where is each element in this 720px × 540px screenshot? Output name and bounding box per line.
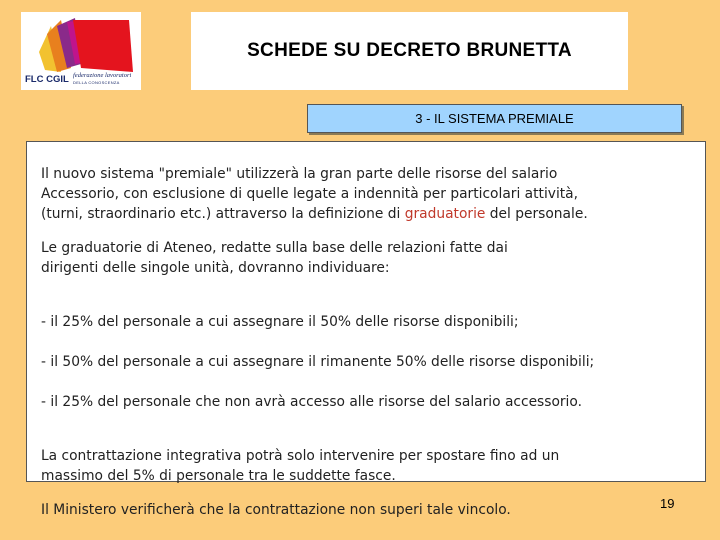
paragraph-graduatorie: Le graduatorie di Ateneo, redatte sulla base delle relazioni fatte dai dirigenti delle singole unità, dovranno individuare: [41, 240, 508, 276]
page-title: SCHEDE SU DECRETO BRUNETTA [247, 40, 572, 61]
title-box [191, 12, 628, 90]
highlight-graduatorie: graduatorie [404, 206, 486, 222]
section-label: 3 - IL SISTEMA PREMIALE [415, 111, 574, 126]
list-item: - il 50% del personale a cui assegnare il rimanente 50% delle risorse disponibili; [41, 354, 595, 370]
flc-cgil-logo [21, 12, 141, 90]
list-item: - il 25% del personale a cui assegnare il 50% delle risorse disponibili; [41, 314, 519, 330]
section-label-box [307, 104, 682, 133]
paragraph-intro-text: Il nuovo sistema "premiale" utilizzerà la gran parte delle risorse del salario Accessorio, con esclusione di quelle legate a indennità per particolari attività, (turni, straordinario etc.) attraverso la definizione di [41, 166, 579, 222]
logo-subtitle: federazione lavoratori [73, 72, 132, 79]
paragraph-contrattazione: La contrattazione integrativa potrà solo intervenire per spostare fino ad un massimo del 5% di personale tra le suddette fasce. [41, 448, 560, 484]
paragraph-intro-end: del personale. [485, 206, 588, 222]
list-item: - il 25% del personale che non avrà accesso alle risorse del salario accessorio. [41, 394, 582, 410]
logo-subtitle-2: DELLA CONOSCENZA [73, 80, 120, 85]
percentage-list [41, 292, 705, 432]
paragraph-intro [41, 164, 705, 224]
paragraph-ministero: Il Ministero verificherà che la contrattazione non superi tale vincolo. [41, 502, 511, 518]
page-number: 19 [660, 496, 675, 511]
logo-name: FLC CGIL [25, 74, 69, 85]
